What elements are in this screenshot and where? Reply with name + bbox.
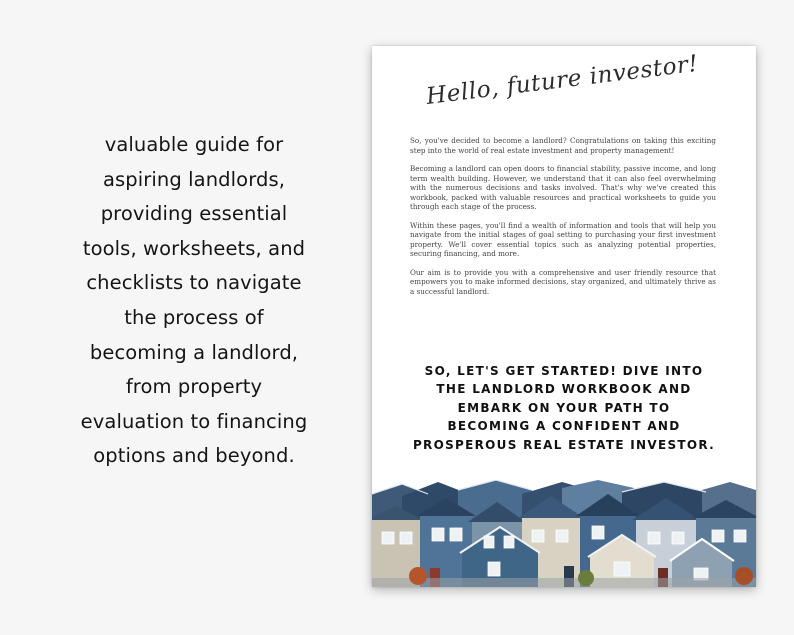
workbook-page-preview xyxy=(372,46,756,587)
description-line: valuable guide for xyxy=(104,133,284,156)
description-line: from property xyxy=(125,375,263,399)
intro-paragraph: Becoming a landlord can open doors to financial stability, passive income, and long term wealth building. However, we understand that it can also feel overwhelming with the numerous decisions and tasks involved. That's why we've created this workbook, packed with valuable resources and practical worksheets to guide you through each stage of the process. xyxy=(410,164,716,211)
description-line: providing essential xyxy=(100,202,288,226)
description-line: aspiring landlords, xyxy=(102,167,286,191)
description-line: tools, worksheets, and xyxy=(82,236,306,260)
intro-paragraph: Our aim is to provide you with a comprehensive and user friendly resource that empowers you to make informed decisions, stay organized, and ultimately thrive as a successful landlord. xyxy=(410,267,716,296)
page-heading: Hello, future investor! xyxy=(424,50,700,110)
cta-line: SO, LET'S GET STARTED! DIVE INTO xyxy=(424,364,704,378)
description-line: becoming a landlord, xyxy=(89,340,299,364)
cta-line: BECOMING A CONFIDENT AND xyxy=(447,419,681,434)
houses-illustration xyxy=(372,480,756,587)
call-to-action xyxy=(402,362,726,454)
description-line: the process of xyxy=(124,305,264,329)
cta-line: PROSPEROUS REAL ESTATE INVESTOR. xyxy=(412,437,716,452)
description-line: options and beyond. xyxy=(93,444,295,468)
description-text xyxy=(48,128,340,474)
description-line: checklists to navigate xyxy=(86,271,302,295)
description-line: evaluation to financing xyxy=(80,409,308,433)
cta-line: EMBARK ON YOUR PATH TO xyxy=(457,400,671,415)
intro-body xyxy=(410,136,716,305)
cta-line: THE LANDLORD WORKBOOK AND xyxy=(436,382,692,397)
intro-paragraph: So, you've decided to become a landlord? Congratulations on taking this exciting step into the world of real estate investment and property management! xyxy=(410,136,716,155)
intro-paragraph: Within these pages, you'll find a wealth of information and tools that will help you navigate from the initial stages of goal setting to purchasing your first investment property. We'll cover essential topics such as analyzing potential properties, securing financing, and more. xyxy=(410,220,716,258)
